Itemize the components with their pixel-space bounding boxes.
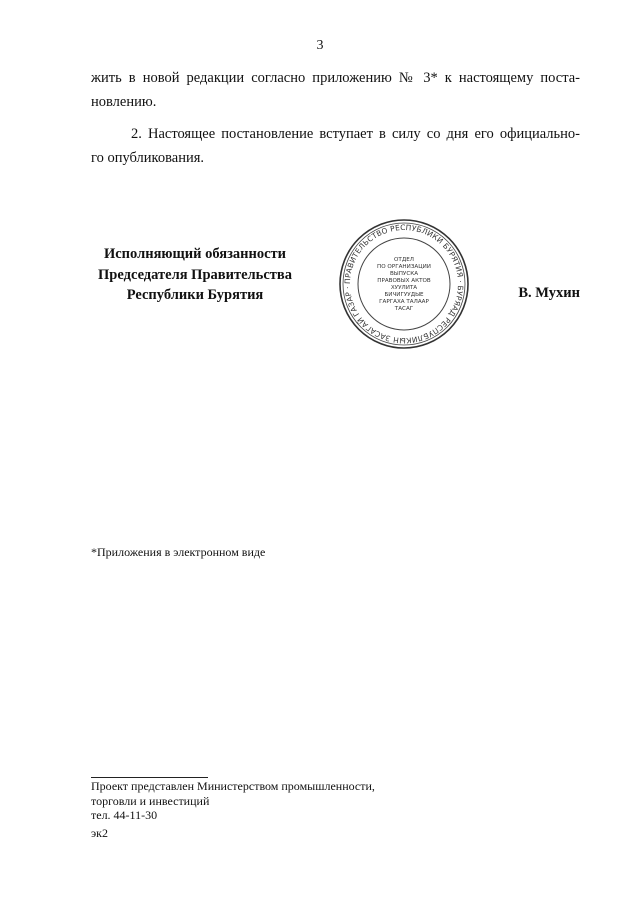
seal-inner-text [377, 257, 431, 312]
paragraph-1-line-2: новлению. [91, 94, 157, 110]
signer-position-line-3: Республики Бурятия [126, 287, 264, 303]
seal-inner-line: ТАСАГ [394, 306, 414, 312]
project-note [91, 779, 375, 823]
document-code: эк2 [91, 826, 108, 840]
project-note-line-3: тел. 44-11-30 [91, 808, 158, 822]
paragraph-1 [91, 66, 580, 114]
paragraph-1-line-1: жить в новой редакции согласно приложению № 3* к настоящему поста- [91, 70, 580, 86]
seal-inner-line: ПО ОРГАНИЗАЦИИ [377, 264, 431, 270]
seal-inner-line: ПРАВОВЫХ АКТОВ [377, 278, 431, 284]
seal-inner-line: ХУУЛИТА [390, 285, 418, 291]
signer-name: В. Мухин [518, 285, 580, 301]
seal-inner-line: БИЧИГУУДЫЕ [384, 292, 424, 298]
signer-position [70, 244, 320, 306]
paragraph-2-line-1: 2. Настоящее постановление вступает в силу со дня его официально- [131, 126, 580, 142]
footnote: *Приложения в электронном виде [91, 545, 266, 559]
seal-inner-line: ВЫПУСКА [389, 271, 419, 277]
signer-position-line-1: Исполняющий обязанности [103, 246, 287, 262]
seal-outer-text: ПРАВИТЕЛЬСТВО РЕСПУБЛИКИ БУРЯТИЯ · БУРЯАД РЕСПУБЛИКЫН ЗАСАГАЙ ГАЗАР · [342, 222, 466, 346]
project-note-line-2: торговли и инвестиций [91, 793, 210, 808]
official-seal-stamp [338, 218, 470, 350]
page-number: 3 [316, 38, 324, 53]
project-note-line-1: Проект представлен Министерством промышленности, [91, 779, 375, 793]
footer-divider [91, 777, 208, 778]
seal-inner-line: ОТДЕЛ [394, 257, 414, 263]
seal-inner-line: ГАРГАХА ТАЛААР [379, 299, 429, 305]
signer-position-line-2: Председателя Правительства [98, 266, 292, 283]
paragraph-2 [91, 122, 580, 170]
paragraph-2-line-2: го опубликования. [91, 150, 205, 166]
svg-text:ПРАВИТЕЛЬСТВО РЕСПУБЛИКИ БУРЯТ [343, 223, 465, 345]
